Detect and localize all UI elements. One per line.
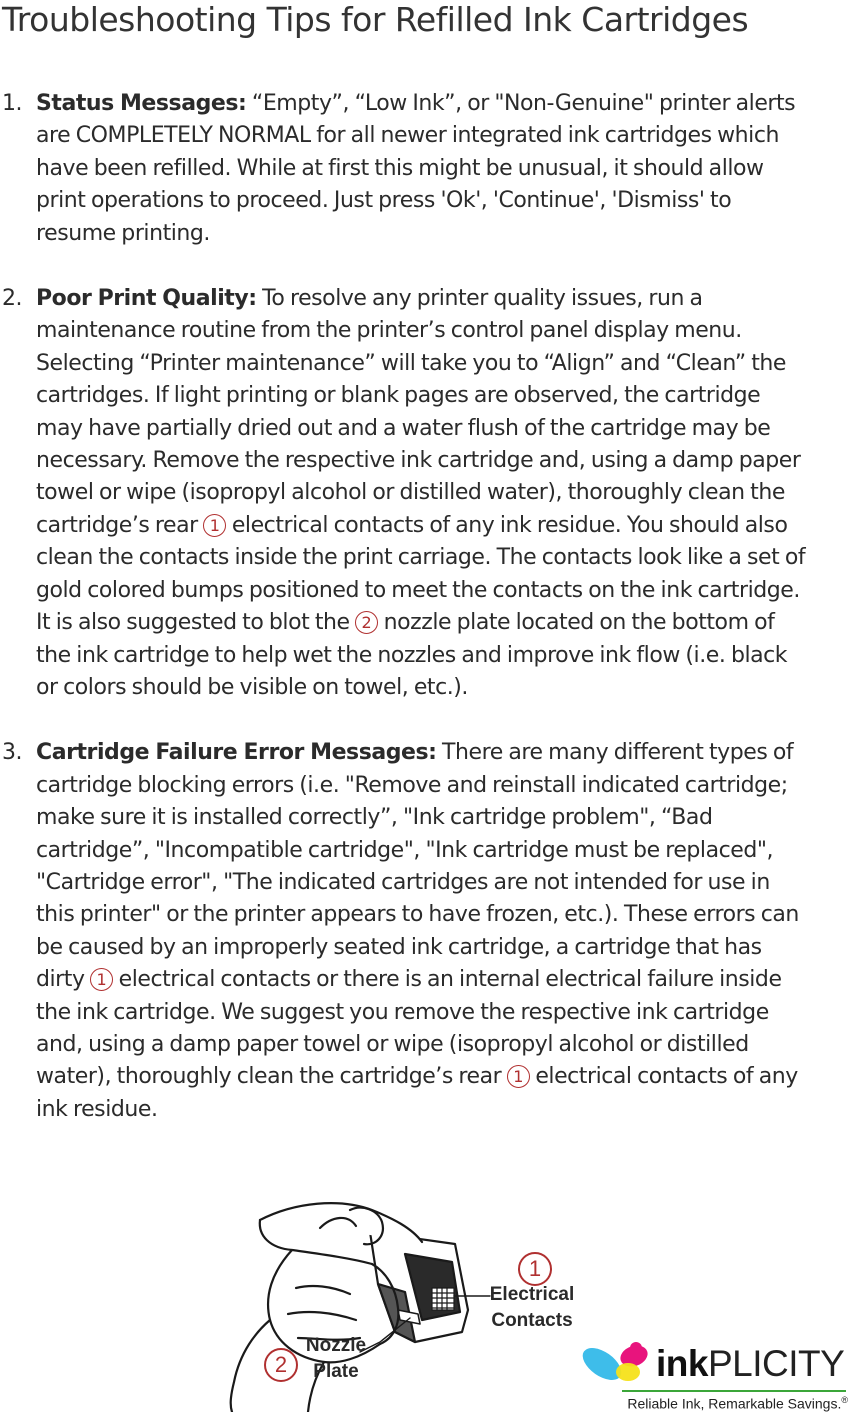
electrical-contacts-label [486, 1282, 578, 1334]
tip-text: There are many different types of cartridge blocking errors (i.e. "Remove and reinstall indicated cartridge; make sure it is installed correctly”, "Ink cartridge problem", “Bad cartridge”, "Incompatible cartridge", "Ink cartridge must be replaced", "Cartridge error", "The indicated cartridges are not intended for use in this printer" or the printer appears to have frozen, etc.). These errors can be caused by an improperly seated ink cartridge, a cartridge that has dirty [36, 740, 799, 993]
tip-poor-print-quality [0, 283, 806, 704]
marker-electrical-contacts: 1 [90, 968, 113, 991]
tip-heading: Cartridge Failure Error Messages: [36, 740, 437, 766]
brand-name [656, 1344, 844, 1384]
inkplicity-logo [578, 1338, 848, 1417]
page-title: Troubleshooting Tips for Refilled Ink Cartridges [2, 0, 749, 39]
tip-number: 2. [2, 286, 23, 312]
tip-text: nozzle plate located on the bottom of the ink cartridge to help wet the nozzles and improve ink flow (i.e. black or colors should be visible on towel, etc.). [36, 610, 788, 700]
tip-text: electrical contacts of any ink residue. [36, 1064, 798, 1122]
brand-name-light: PLICITY [707, 1343, 845, 1384]
tip-text: electrical contacts of any ink residue. You should also clean the contacts inside the print carriage. The contacts look like a set of gold colored bumps positioned to meet the contacts on the ink cartridge. It is also suggested to blot the [36, 512, 806, 636]
brand-name-bold: ink [656, 1343, 708, 1384]
tip-text: “Empty”, “Low Ink”, or "Non-Genuine" printer alerts are COMPLETELY NORMAL for all newer integrated ink cartridges which have been refilled. While at first this might be unusual, it should allow print operations to proceed. Just press 'Ok', 'Continue', 'Dismiss' to resume printing. [36, 91, 796, 246]
marker-electrical-contacts-badge: 1 [518, 1252, 552, 1286]
marker-nozzle-plate: 2 [355, 611, 378, 634]
tips-list [0, 88, 848, 1126]
tip-heading: Status Messages: [36, 91, 247, 116]
electrical-contacts-label-line: Contacts [491, 1310, 573, 1331]
marker-electrical-contacts: 1 [203, 514, 226, 537]
tagline-text: Reliable Ink, Remarkable Savings. [627, 1395, 842, 1412]
tip-text: electrical contacts or there is an internal electrical failure inside the ink cartridge. We suggest you remove the respective ink cartridge and, using a damp paper towel or wipe (isopropyl alcohol or distilled water), thoroughly clean the cartridge’s rear [36, 967, 782, 1090]
ink-drops-icon [578, 1338, 658, 1390]
logo-tagline [620, 1395, 848, 1412]
marker-electrical-contacts: 1 [507, 1065, 530, 1088]
logo-divider [622, 1390, 846, 1392]
registered-mark: ® [841, 1395, 848, 1405]
tip-heading: Poor Print Quality: [36, 286, 257, 312]
tip-number: 1. [2, 91, 23, 116]
marker-nozzle-plate-badge: 2 [264, 1348, 298, 1382]
nozzle-plate-label [298, 1333, 374, 1385]
electrical-contacts-label-line: Electrical [489, 1284, 575, 1305]
nozzle-plate-label-line: Plate [313, 1361, 359, 1382]
tip-number: 3. [2, 740, 23, 766]
nozzle-plate-label-line: Nozzle [305, 1335, 367, 1356]
tip-cartridge-failure [0, 737, 806, 1126]
tip-status-messages [0, 88, 806, 250]
tip-text: To resolve any printer quality issues, run a maintenance routine from the printer’s control panel display menu. Selecting “Printer maintenance” will take you to “Align” and “Clean” the cartridges. If light printing or blank pages are observed, the cartridge may have partially dried out and a water flush of the cartridge may be necessary. Remove the respective ink cartridge and, using a damp paper towel or wipe (isopropyl alcohol or distilled water), thoroughly clean the cartridge’s rear [36, 286, 801, 538]
